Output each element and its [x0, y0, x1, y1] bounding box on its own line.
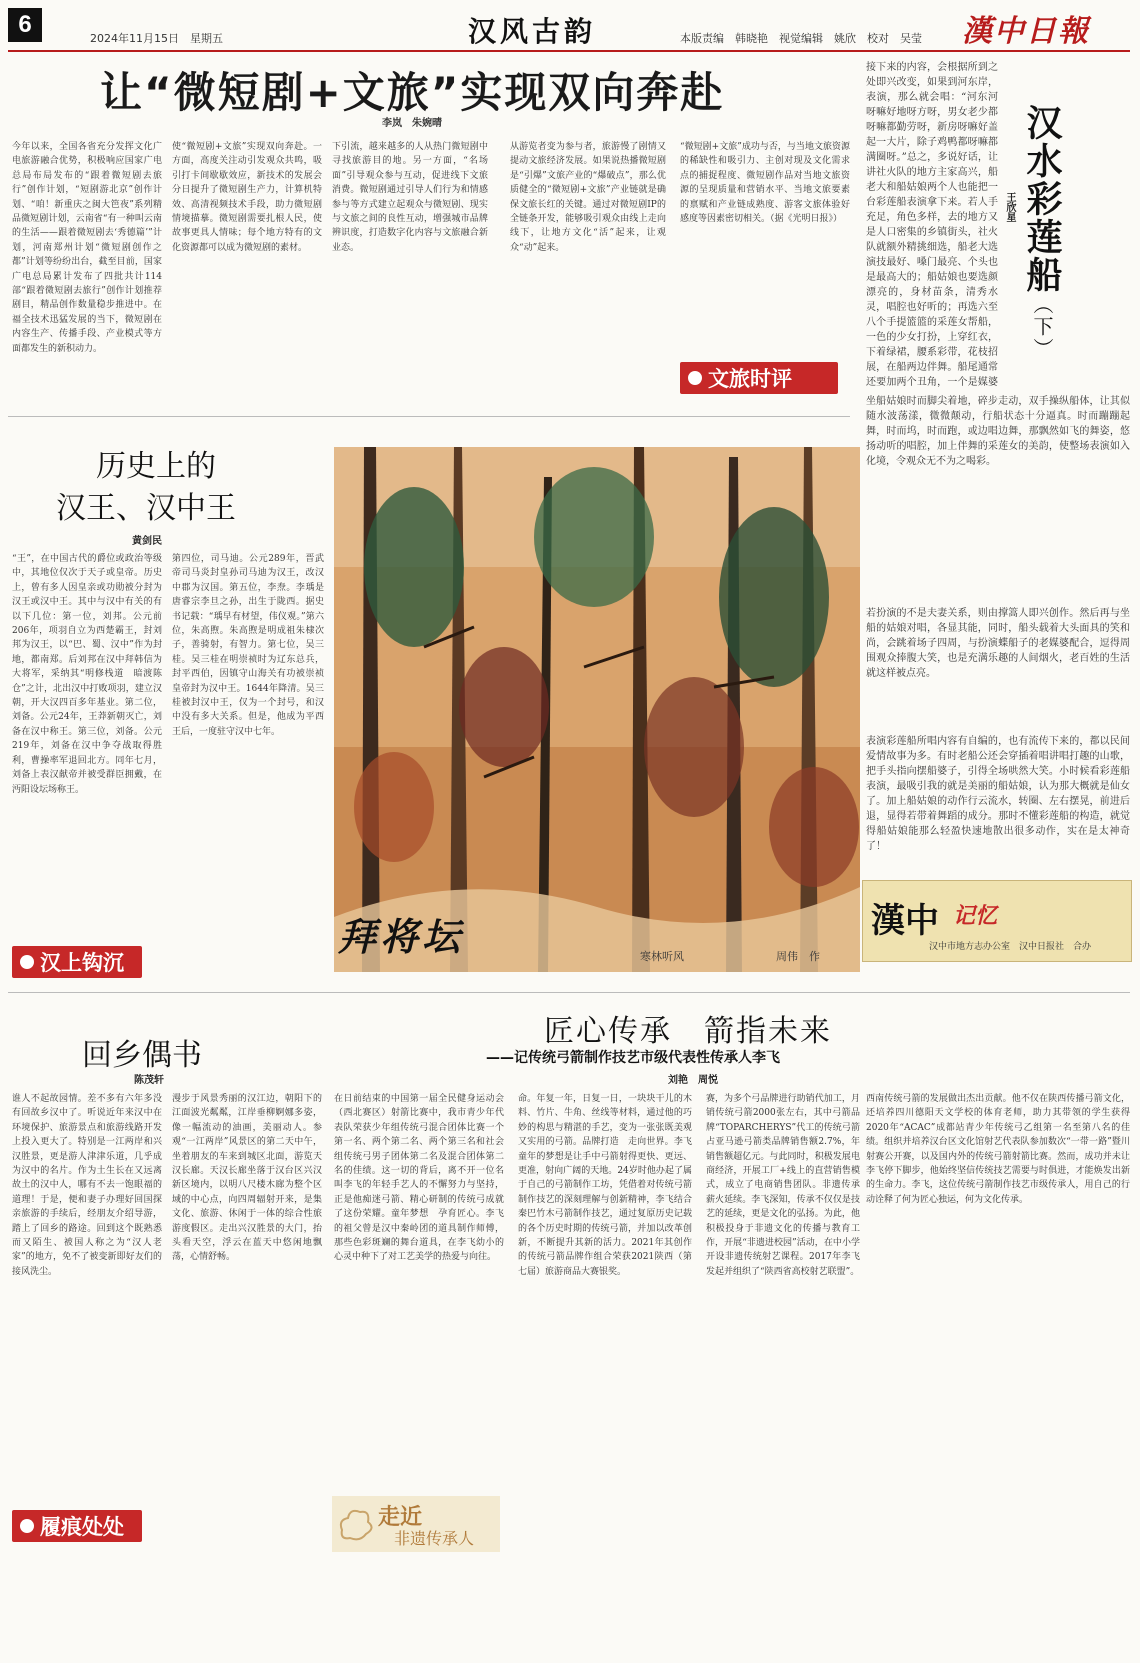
main-byline: 李岚 朱婉晴: [382, 118, 442, 129]
heritage-banner: [332, 1496, 500, 1552]
tag-culture-tourism-commentary: [680, 362, 838, 394]
tag-travel-footprints: [12, 1510, 142, 1542]
poem-text-b: 坐船姑娘时而脚尖着地，碎步走动，双手操纵船体，让其似随水波荡漾，微微颠动，行船状态十分逼真。时而蹦蹦起舞，时而坞，时而跑，或边唱边舞，那飘然如飞的舞姿，悠扬动听的唱腔，加上伴舞的采莲女的美韵，使整场表演如入化境，令观众无不为之喝彩。: [866, 396, 1130, 467]
history-col1: “王”，在中国古代的爵位或政治等级中，其地位仅次于天子或皇帝。历史上，曾有多人因皇亲或功勋被分封为汉王或汉中王。其中与汉中有关的有以下几位：第一位，刘邦。公元前206年，项羽自立为西楚霸王，封刘邦为汉王，以“巴、蜀、汉中”作为封地，都南郑。后刘邦在汉中拜韩信为大将军，采纳其“明修栈道 暗渡陈仓”之计，北出汉中打败项羽，建立汉朝，开大汉四百多年基业。第二位，刘备。公元24年，王莽新朝灭亡，刘备在汉中称王。第三位，刘备。公元219年，刘备在汉中争夺战取得胜利，曹操率军退回北方。同年七月，刘备上表汉献帝并被受群臣拥戴，在沔阳设坛场称王。: [12, 554, 162, 795]
painting-artwork: [334, 447, 860, 972]
bow-col3: 赛，为多个弓品牌进行助销代加工，月销传统弓箭2000张左右，其中弓箭品牌“TOPARCHERYS”代工的传统弓箭占亚马逊弓箭类品牌销售额2.7%，年销售额超亿元。与此同时，积极发展电商经济，开展工厂+线上的直营销售模式，成立了电商销售团队。非遗传承 薪火延续。李飞深知，传承不仅仅是技艺的延续，更是文化的弘扬。为此，他积极投身于非遗文化的传播与教育工作，开展“非遗进校园”活动，在中小学开设非遗传统射艺课程。2017年李飞发起并组织了“陕西省高校射艺联盟”。: [706, 1094, 860, 1277]
editor-credits: 本版责编 韩晓艳 视觉编辑 姚欣 校对 吴莹: [680, 32, 922, 45]
hanzhong-memory-banner: [862, 880, 1132, 962]
main-article-col2: 使“微短剧+文旅”实现双向奔赴。一方面，高度关注动引发观众共鸣，吸引打卡间歇歇效应，新技术的发展会分日提升了微短剧生产力，计算机特效、高清视频技术手段，助力微短剧情境描摹。微短剧需要扎根人民，使故事更具人情味；每个地方特有的文化资源都可以成为微短剧的素材。: [172, 142, 322, 253]
poem-part: （下）: [1030, 294, 1054, 360]
home-title: 回乡偶书: [82, 1038, 202, 1073]
poem-text-a: 接下来的内容，会根据所到之处即兴改变，如果到河东岸，表演，那么就会唱：“河东河呀嘛好地呀方呀，男女老少都呀嘛都勤劳呀，新房呀嘛好盖起一大片，除子鸡鸭都呀嘛都满圈呀。”总之，多说好话，让讲社火队的地方主家高兴，船老大和船姑娘两个人也能把一台彩莲船表演拿下来。若人手充足，角色多样，去的地方又是人口密集的乡镇街头，社火队就额外精挑细选，船老大选演技最好、嗓门最亮、个头也是最高大的；船姑娘也要选颜漂亮的，身材苗条，清秀水灵，唱腔也好听的；再选六至八个手提篮篮的采莲女帮船，一色的少女打扮，上穿红衣，下着绿裙，腰系彩带，花枝招展，在船两边伴舞。船尾通常还要加两个丑角，一个是媒婆: [866, 62, 998, 388]
poem-text-d: 表演彩莲船所唱内容有自编的，也有流传下来的，都以民间爱情故事为多。有时老船公还会穿插着唱讲唱打趣的山歌，把手头指向摆船婆子，引得全场哄然大笑。小时候看彩莲船表演，最吸引我的就是美丽的船姑娘，认为那大概就是仙女了。加上船姑娘的动作行云流水，转圈、左右摆晃，前进后退，显得若带着舞蹈的成分。那时不懂彩莲船的构造，就觉得船姑娘能那么轻盈快速地散出很多动作，实在是太神奇了！: [866, 736, 1130, 852]
poem-title: [1022, 104, 1068, 360]
main-article-col5: “微短剧+文旅”成功与否，与当地文旅资源的稀缺性和吸引力、主创对现及文化需求点的捕捉程度、微短剧作品对当地文旅资源的呈现质量和营销水平、当地文旅要素的禀赋和产业链成熟度、游客文旅体验好感度等因素密切相关。（据《光明日报》）: [680, 142, 850, 225]
bow-col4: 西南传统弓箭的发展做出杰出贡献。他不仅在陕西传播弓箭文化，还培养四川德阳天文学校的体育老师，助力其带领的学生获得2020年“ACAC”成都站青少年传统弓乙组第一名至第八名的佳绩。组织并培养汉台区文化馆射艺代表队参加数次“一带一路”暨川射赛公开赛，以及国内外的传统弓箭射箭比赛。然而，成功并未让李飞停下脚步，他始终坚信传统技艺需要与时俱进，才能焕发出新的生命力。李飞，这位传统弓箭制作技艺市级传承人，用自己的行动诠释了何为匠心独运，何为文化传承。: [866, 1094, 1130, 1205]
history-col2: 第四位，司马迪。公元289年，晋武帝司马炎封皇孙司马迪为汉王，改汉中郡为汉国。第五位，李焘。李瑀是唐睿宗李旦之孙，出生于陇西。据史书记载：“瑀早有材望，伟仪观。”第六位，朱高煦。朱高煦是明成祖朱棣次子，善骑射，有智力。第七位，吴三桂。吴三桂在明崇祯时为辽东总兵，封平西伯，因镇守山海关有功被崇祯皇帝封为汉中王。1644年降清。吴三桂被封汉中王，仅为一个封号，和汉中没有多大关系。但是，他成为平西王后，一度驻守汉中七年。: [172, 554, 324, 737]
bow-col2: 命。年复一年，日复一日，一块块干儿的木料、竹片、牛角、丝线等材料，通过他的巧妙的构思与精湛的手艺，变为一张张既美观又实用的弓箭。品牌打造 走向世界。李飞童年的梦想是让手中弓箭射得更快、更远、更准，射向广阔的天地。24岁时他办起了属于自己的弓箭制作工坊，凭借着对传统弓箭制作技艺的深刻理解与创新精神，李飞结合秦巴竹木弓箭制作技艺，通过复原历史记载的各个历史时期的传统弓箭，并加以改革创新，不断提升其新的活力。2021年其创作的传统弓箭品牌作组合荣获2021陕西（第七届）旅游商品大赛银奖。: [518, 1094, 692, 1277]
newspaper-masthead: 漢中日報: [962, 14, 1090, 49]
tag-label: 汉上钩沉: [40, 951, 124, 975]
cloud-ornament-icon: [336, 1500, 376, 1548]
header-rule: [8, 50, 1130, 52]
issue-date: 2024年11月15日 星期五: [90, 32, 223, 45]
section-title: 汉风古韵: [468, 15, 597, 48]
heritage-line1: 走近: [378, 1504, 423, 1530]
heritage-line2: 非遗传承人: [394, 1529, 475, 1548]
home-col1: 谁人不起故园情。差不多有六年多没有回故乡汉中了。听说近年来汉中在环境保护、旅游景点和旅游线路开发上投入更大了。特别是一江两岸和兴汉胜景，更是游人津津乐道，几乎成为汉中的名片。作为土生长在又远离故土的汉中人，哪有不去一饱眼福的道理！于是，便和妻子办理好回国探亲旅游的手续后，经朋友介绍导游，踏上了回乡的路途。回到这个既熟悉而又陌生、被国人称之为“汉人老家”的地方，免不了被变新即好友们的接风洗尘。: [12, 1094, 162, 1277]
memory-big-text: 漢中: [871, 901, 939, 941]
bow-byline: 刘艳 周悦: [668, 1075, 718, 1086]
painting-image: [334, 447, 860, 972]
divider: [8, 992, 1130, 993]
poem-author: 王欣星: [1004, 192, 1015, 222]
main-article-col3: 下引流，越来越多的人从热门微短剧中寻找旅游目的地。另一方面，“名场面”引导观众参与互动，促进线下文旅消费。微短剧通过引导人们行为和情感参与等方式建立起观众与微短剧、现实与文旅之间的良性互动，增强城市品牌辨识度，打造数字化内容与文旅融合新业态。: [332, 142, 488, 253]
history-byline: 黄剑民: [132, 536, 162, 547]
poem-text-c: 若扮演的不是夫妻关系，则由撑篙人即兴创作。然后再与坐船的姑娘对唱，各显其能，同时，船头载着大头面具的笑和尚，会跳着场子四周，与扮演蝶船子的老媒婆配合，逗得周围观众捧腹大笑，也是充满乐趣的人间烟火，老百姓的生活就这样被点亮。: [866, 608, 1130, 679]
main-article-col4: 从游览者变为参与者，旅游慢了剧情又提动文旅经济发展。如果说热播微短剧是“引爆”文旅产业的“爆破点”，那么优质健全的“微短剧+文旅”产业链就是确保文旅长红的关键。通过对微短剧IP的全链条开发，能够吸引观众由线上走向线下，让地方文化“活”起来，让观众“动”起来。: [510, 142, 666, 253]
main-headline: 让“微短剧+文旅”实现双向奔赴: [100, 68, 725, 117]
bow-subtitle: ——记传统弓箭制作技艺市级代表性传承人李飞: [486, 1050, 780, 1066]
poem-title-text: 汉水彩莲船: [1021, 104, 1063, 294]
home-byline: 陈茂轩: [134, 1075, 164, 1086]
history-title-line2: 汉王、汉中王: [56, 491, 236, 526]
memory-red-text: 记忆: [953, 903, 998, 929]
painting-title: 寒林听风: [640, 950, 684, 963]
tag-label: 文旅时评: [708, 367, 792, 391]
painting-artist: 周伟 作: [776, 950, 820, 963]
main-article-col1: 今年以来，全国各省充分发挥文化广电旅游融合优势，积极响应国家广电总局布局发布的“跟着微短剧去旅行”创作计划，“短剧游北京”创作计划、“咱！新重庆之闽大笆夜”系列精品微短剧计划，云南省“有一种叫云南的生活——跟着微短剧去‘秀德篇’”计划，河南郑州计划“微短剧创作之都”计划等纷纷出台，截至目前，国家广电总局累计发布了四批共计114部“跟着微短剧去旅行”创作计划推荐剧目，精品创作数量稳步推进中。在福全技术迅猛发展的当下，微短剧在内容生产、传播手段、产业模式等方面都发生的新积动力。: [12, 142, 162, 354]
bow-title: 匠心传承 箭指未来: [544, 1014, 832, 1049]
bullet-icon: [688, 371, 702, 385]
bullet-icon: [20, 1519, 34, 1533]
memory-sponsor: 汉中市地方志办公室 汉中日报社 合办: [929, 942, 1092, 952]
history-title-line1: 历史上的: [96, 449, 216, 484]
bullet-icon: [20, 955, 34, 969]
home-col2: 漫步于风景秀丽的汉江边，朝阳下的江面波光粼粼，江岸垂柳婀娜多姿，像一幅流动的油画，美丽动人。参观“一江两岸”风景区的第二天中午，坐着朋友的车来到城区北面，游览天汉长廊。天汉长廊坐落于汉台区兴汉新区境内，以明八尺楼木廊为整个区域的中心点，向四周辐射开来，是集文化、旅游、休闲于一体的综合性旅游度假区。走出兴汉胜景的大门，抬头看天空，浮云在蓝天中悠闲地飘荡，心情舒畅。: [172, 1094, 322, 1263]
page-number: 6: [8, 8, 42, 42]
tag-hanshang: [12, 946, 142, 978]
bow-col1: 在日前结束的中国第一届全民健身运动会（西北赛区）射箭比赛中，我市青少年代表队荣获少年组传统弓混合团体比赛一个第一名、两个第二名、两个第三名和社会组传统弓男子团体第二名及混合团体第二名的佳绩。这一切的背后，离不开一位名叫李飞的年轻手艺人的不懈努力与坚持，正是他痴迷弓箭、精心研制的传统弓成就了这份荣耀。童年梦想 孕育匠心。李飞的祖父曾是汉中秦岭团的道具制作师傅，那些色彩斑斓的舞台道具，在李飞幼小的心灵中种下了对工艺美学的热爱与向往。: [334, 1094, 504, 1263]
tag-label: 履痕处处: [40, 1515, 124, 1539]
painting-column-label: 拜将坛: [338, 914, 465, 959]
divider: [8, 416, 850, 417]
